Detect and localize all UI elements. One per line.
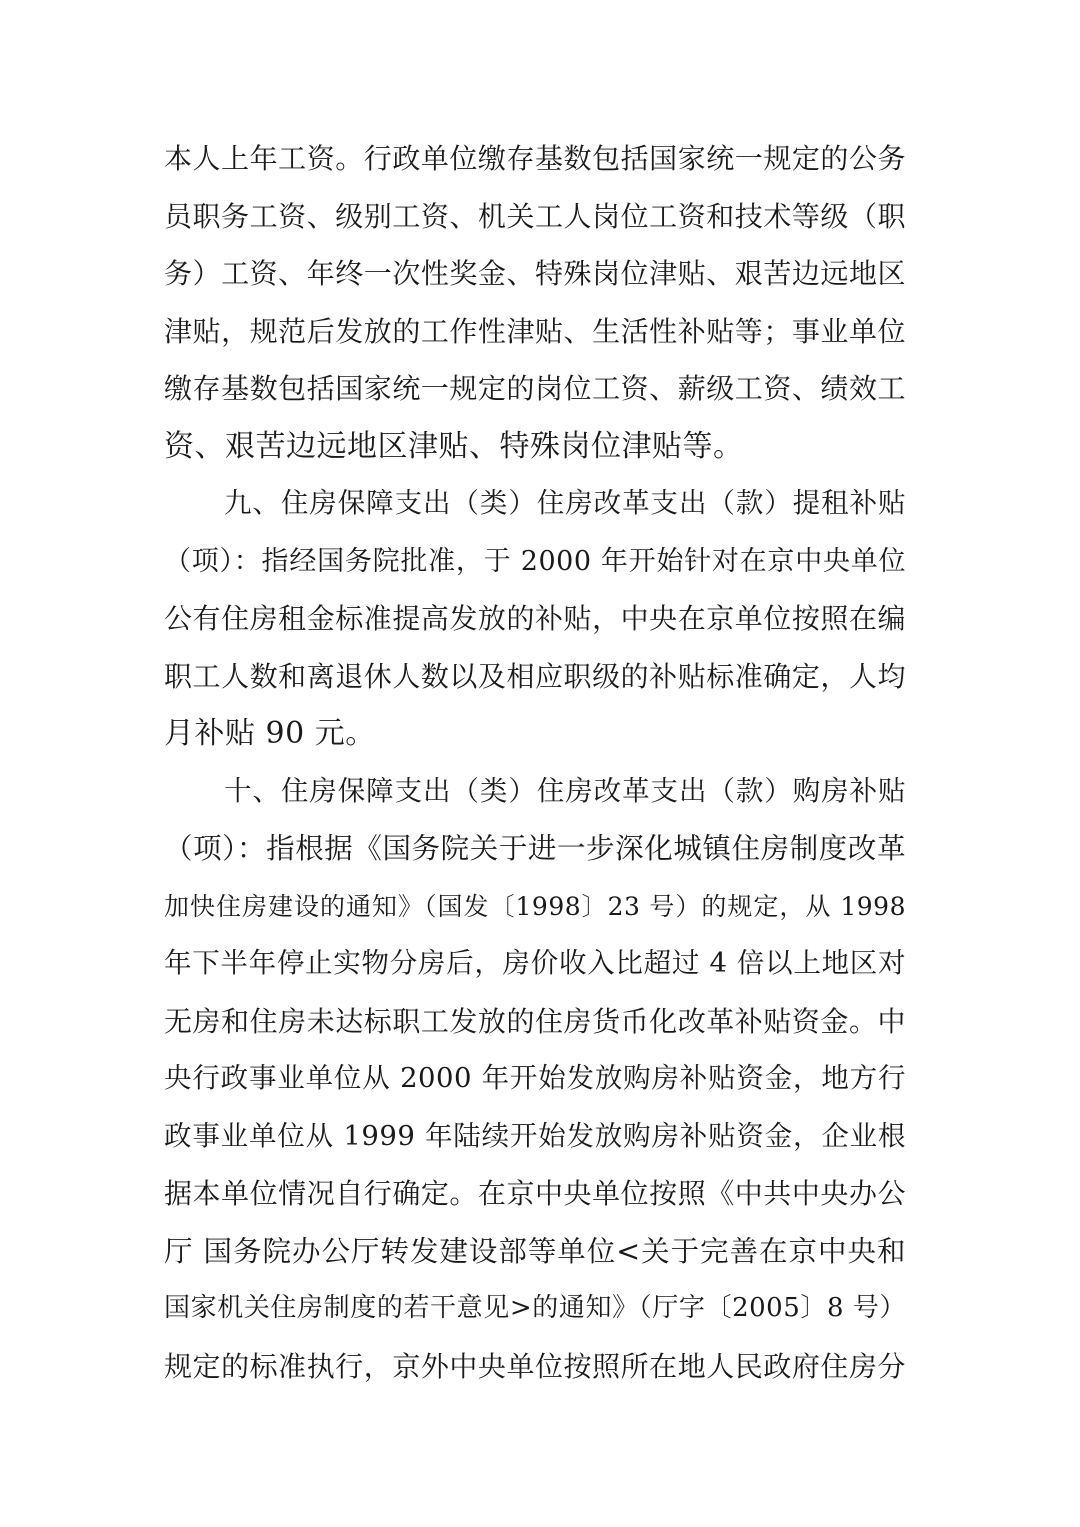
text-line: 无房和住房未达标职工发放的住房货币化改革补贴资金。中: [164, 1004, 906, 1038]
text-line: 资、艰苦边远地区津贴、特殊岗位津贴等。: [164, 428, 744, 464]
text-line: 津贴，规范后发放的工作性津贴、生活性补贴等；事业单位: [164, 314, 906, 348]
text-line: 据本单位情况自行确定。在京中央单位按照《中共中央办公: [164, 1177, 906, 1210]
text-line: 国家机关住房制度的若干意见>的通知》（厅字〔2005〕8 号）: [164, 1293, 906, 1323]
paragraph-ten-heading-line: 十、住房保障支出（类）住房改革支出（款）购房补贴: [224, 774, 906, 807]
text-line: 职工人数和离退休人数以及相应职级的补贴标准确定，人均: [164, 659, 906, 693]
text-line: 员职务工资、级别工资、机关工人岗位工资和技术等级（职: [164, 199, 906, 233]
text-line: 厅 国务院办公厅转发建设部等单位<关于完善在京中央和: [164, 1234, 906, 1268]
text-line: 务）工资、年终一次性奖金、特殊岗位津贴、艰苦边远地区: [164, 257, 906, 290]
text-line: 央行政事业单位从 2000 年开始发放购房补贴资金，地方行: [164, 1062, 906, 1094]
text-line: 公有住房租金标准提高发放的补贴，中央在京单位按照在编: [164, 602, 906, 635]
document-body: [164, 130, 906, 1395]
text-line: 加快住房建设的通知》（国发〔1998〕23 号）的规定，从 1998: [164, 891, 906, 921]
text-line: （项）：指根据《国务院关于进一步深化城镇住房制度改革: [164, 832, 906, 865]
text-line: 本人上年工资。行政单位缴存基数包括国家统一规定的公务: [164, 142, 906, 175]
text-line: 年下半年停止实物分房后，房价收入比超过 4 倍以上地区对: [164, 947, 906, 979]
text-line: 月补贴 90 元。: [164, 716, 376, 751]
text-line: 规定的标准执行，京外中央单位按照所在地人民政府住房分: [164, 1349, 906, 1383]
text-line: 政事业单位从 1999 年陆续开始发放购房补贴资金，企业根: [164, 1119, 906, 1152]
text-line: （项）：指经国务院批准，于 2000 年开始针对在京中央单位: [164, 545, 906, 577]
text-line: 缴存基数包括国家统一规定的岗位工资、薪级工资、绩效工: [164, 372, 906, 405]
paragraph-nine-heading-line: 九、住房保障支出（类）住房改革支出（款）提租补贴: [224, 487, 906, 519]
